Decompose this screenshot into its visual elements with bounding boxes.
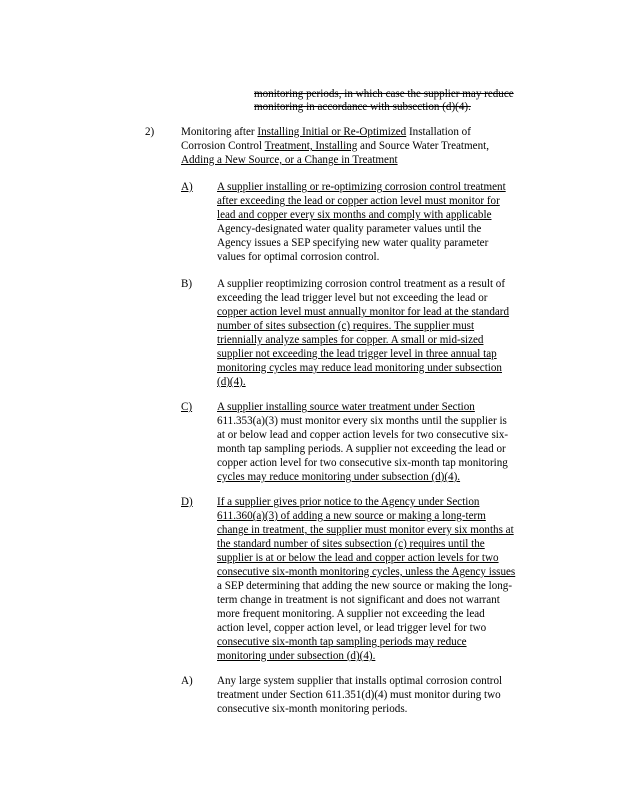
text-line: (d)(4). <box>217 376 246 388</box>
text-line: A supplier installing source water treatment under Section <box>217 401 475 413</box>
text-line: consecutive six-month monitoring periods. <box>217 703 408 715</box>
subitem-marker: C) <box>181 401 193 413</box>
text-line: consecutive six-month tap sampling periods may reduce <box>217 636 467 648</box>
text-line: supplier is at or below the lead and copper action levels for two <box>217 552 499 564</box>
text-line: A supplier reoptimizing corrosion control treatment as a result of <box>217 278 506 290</box>
text-line: action level, copper action level, or lead trigger level for two <box>217 622 487 634</box>
text-line: supplier not exceeding the lead trigger level in three annual tap <box>217 348 497 360</box>
text-line: copper action level for two consecutive six-month tap monitoring <box>217 457 508 469</box>
item-heading-line <box>181 126 471 140</box>
heading-text: Installation of <box>406 126 471 138</box>
text-line: term change in treatment is not significant and does not warrant <box>217 594 500 606</box>
struck-text-line: monitoring periods, in which case the supplier may reduce <box>254 88 514 100</box>
text-line: A supplier installing or re-optimizing corrosion control treatment <box>217 181 506 193</box>
text-line: exceeding the lead trigger level but not exceeding the lead or <box>217 292 488 304</box>
text-line: the standard number of sites subsection (c) requires until the <box>217 538 485 550</box>
text-line: monitoring under subsection (d)(4). <box>217 650 376 662</box>
item-heading-line: Adding a New Source, or a Change in Treatment <box>181 154 398 166</box>
struck-text-line: monitoring in accordance with subsection (d)(4). <box>254 101 471 113</box>
subitem-marker: A) <box>181 675 193 687</box>
subitem-marker: D) <box>181 496 193 508</box>
text-line: triennially analyze samples for copper. A small or mid-sized <box>217 334 484 346</box>
text-line: change in treatment, the supplier must monitor every six months at <box>217 524 514 536</box>
item-marker: 2) <box>145 126 155 138</box>
text-line: number of sites subsection (c) requires. The supplier must <box>217 320 475 332</box>
subitem-marker: A) <box>181 181 193 193</box>
text-line: copper action level must annually monitor for lead at the standard <box>217 306 510 318</box>
text-line: at or below lead and copper action levels for two consecutive six- <box>217 429 509 441</box>
heading-inserted-text: Treatment, Installing <box>264 140 358 152</box>
text-line: month tap sampling periods. A supplier not exceeding the lead or <box>217 443 506 455</box>
text-line: cycles may reduce monitoring under subsection (d)(4). <box>217 471 461 483</box>
text-line: more frequent monitoring. A supplier not exceeding the lead <box>217 608 485 620</box>
heading-text: Corrosion Control <box>181 140 265 152</box>
text-line: lead and copper every six months and comply with applicable <box>217 209 492 221</box>
text-line: Agency-designated water quality parameter values until the <box>217 223 482 235</box>
heading-inserted-text: Installing Initial or Re-Optimized <box>257 126 407 138</box>
text-line: monitoring cycles may reduce lead monitoring under subsection <box>217 362 502 374</box>
text-line: If a supplier gives prior notice to the Agency under Section <box>217 496 480 508</box>
text-line: treatment under Section 611.351(d)(4) must monitor during two <box>217 689 501 701</box>
text-line: 611.360(a)(3) of adding a new source or making a long-term <box>217 510 486 522</box>
heading-text: and Source Water Treatment, <box>357 140 489 152</box>
text-line: Agency issues a SEP specifying new water quality parameter <box>217 237 489 249</box>
text-line: after exceeding the lead or copper action level must monitor for <box>217 195 500 207</box>
text-line: values for optimal corrosion control. <box>217 251 380 263</box>
text-line: consecutive six-month monitoring cycles, unless the Agency issues <box>217 566 516 578</box>
text-line: 611.353(a)(3) must monitor every six months until the supplier is <box>217 415 507 427</box>
text-line: Any large system supplier that installs optimal corrosion control <box>217 675 503 687</box>
heading-text: Monitoring after <box>181 126 258 138</box>
text-line: a SEP determining that adding the new source or making the long- <box>217 580 513 592</box>
item-heading-line <box>181 140 489 154</box>
subitem-marker: B) <box>181 278 193 290</box>
